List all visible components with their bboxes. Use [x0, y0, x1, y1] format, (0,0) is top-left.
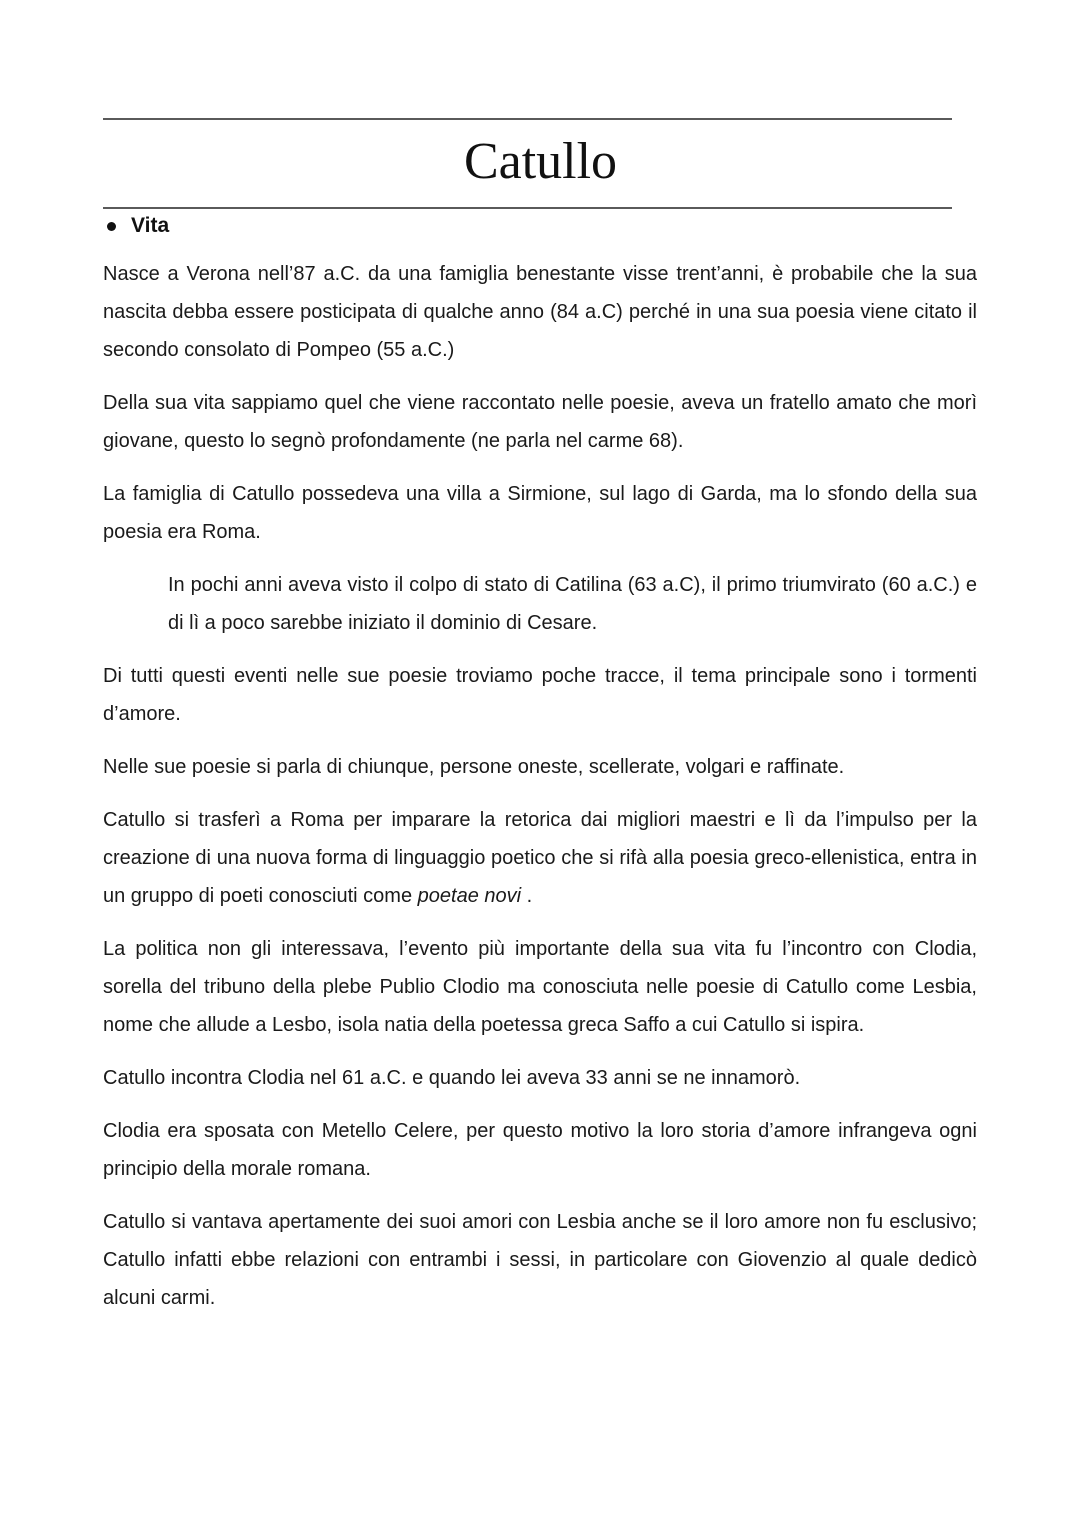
- paragraph-poetae-novi-end: .: [521, 885, 533, 907]
- paragraph-brother: Della sua vita sappiamo quel che viene raccontato nelle poesie, aveva un fratello amato che morì giovane, questo lo segnò profondamente (ne parla nel carme 68).: [103, 392, 977, 452]
- section-heading-label: Vita: [131, 214, 170, 237]
- paragraph-family-villa: La famiglia di Catullo possedeva una villa a Sirmione, sul lago di Garda, ma lo sfondo della sua poesia era Roma.: [103, 483, 977, 543]
- title-top-rule: [103, 118, 952, 120]
- page-title: Catullo: [463, 133, 618, 190]
- body-text: [103, 255, 977, 1332]
- paragraph-historical-events: In pochi anni aveva visto il colpo di stato di Catilina (63 a.C), il primo triumvirato (60 a.C.) e di lì a poco sarebbe iniziato il dominio di Cesare.: [168, 574, 977, 634]
- section-heading: [103, 211, 169, 241]
- paragraph-meeting: Catullo incontra Clodia nel 61 a.C. e quando lei aveva 33 anni se ne innamorò.: [103, 1067, 801, 1089]
- paragraph-birth: Nasce a Verona nell’87 a.C. da una famiglia benestante visse trent’anni, è probabile che la sua nascita debba essere posticipata di qualche anno (84 a.C) perché in una sua poesia viene citato il secondo consolato di Pompeo (55 a.C.): [103, 263, 977, 361]
- paragraph-poetae-novi: [103, 801, 977, 915]
- bullet-icon: [107, 222, 116, 231]
- paragraph-poetae-novi-text: Catullo si trasferì a Roma per imparare la retorica dai migliori maestri e lì da l’impulso per la creazione di una nuova forma di linguaggio poetico che si rifà alla poesia greco-ellenistica, entra in un gruppo di poeti conosciuti come: [103, 809, 977, 907]
- paragraph-relationships: Catullo si vantava apertamente dei suoi amori con Lesbia anche se il loro amore non fu esclusivo; Catullo infatti ebbe relazioni con entrambi i sessi, in particolare con Giovenzio al quale dedicò alcuni carmi.: [103, 1211, 977, 1309]
- poetae-novi-term: poetae novi: [417, 885, 522, 907]
- paragraph-clodia: La politica non gli interessava, l’evento più importante della sua vita fu l’incontro con Clodia, sorella del tribuno della plebe Publio Clodio ma conosciuta nelle poesie di Catullo come Lesbia, nome che allude a Lesbo, isola natia della poetessa greca Saffo a cui Catullo si ispira.: [103, 938, 977, 1036]
- paragraph-subjects: Nelle sue poesie si parla di chiunque, persone oneste, scellerate, volgari e raffinate.: [103, 756, 845, 778]
- title-bottom-rule: [103, 207, 952, 209]
- paragraph-themes: Di tutti questi eventi nelle sue poesie troviamo poche tracce, il tema principale sono i tormenti d’amore.: [103, 665, 977, 725]
- paragraph-marriage: Clodia era sposata con Metello Celere, per questo motivo la loro storia d’amore infrangeva ogni principio della morale romana.: [103, 1120, 977, 1180]
